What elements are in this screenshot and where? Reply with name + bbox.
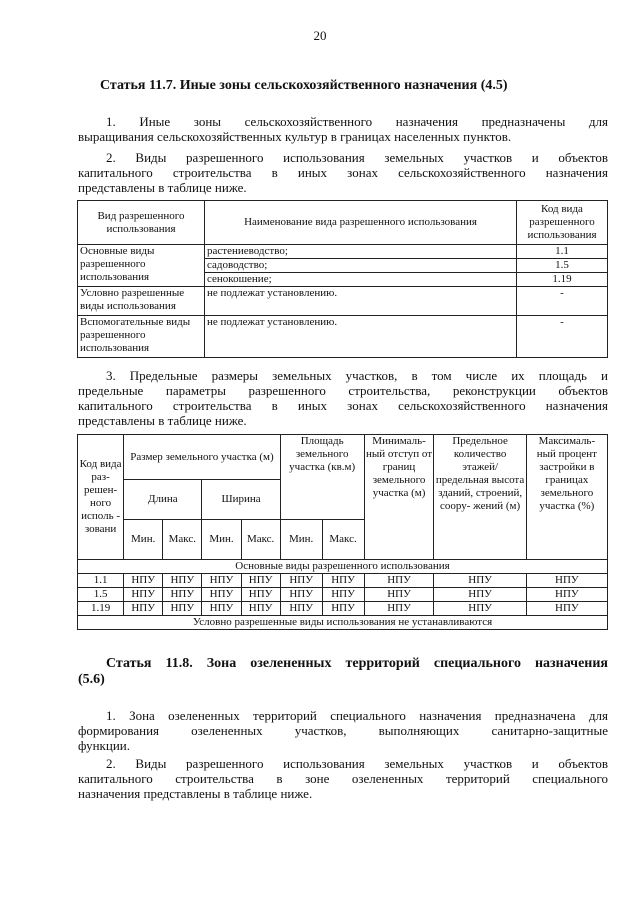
group-auxiliary: Вспомогательные виды разрешенного использования: [78, 316, 205, 358]
cell: НПУ: [434, 602, 526, 616]
section-conditional: Условно разрешенные виды использования не устанавливаются: [78, 616, 608, 630]
line: предельные параметры разрешенного строительства, реконструкции объектов: [78, 383, 608, 398]
cell: НПУ: [124, 574, 163, 588]
article-11-7-paragraph-2: [78, 150, 608, 195]
cell: НПУ: [434, 588, 526, 602]
header-code: Код вида раз- решен- ного исполь - зовани: [78, 435, 124, 560]
cell: НПУ: [280, 588, 322, 602]
cell: НПУ: [364, 574, 434, 588]
title-line: Статья 11.8. Зона озелененных территорий специального назначения: [106, 656, 608, 671]
article-11-8-paragraph-1: [78, 708, 608, 753]
cell: НПУ: [322, 588, 364, 602]
cell: НПУ: [322, 602, 364, 616]
use-name: сенокошение;: [205, 273, 517, 287]
header-length: Длина: [124, 480, 202, 520]
header-floors: Предельное количество этажей/ предельная высота зданий, строений, соору- жений (м): [434, 435, 526, 560]
use-code: 1.5: [517, 259, 608, 273]
cell: НПУ: [163, 574, 202, 588]
cell: НПУ: [202, 588, 241, 602]
line: 2. Виды разрешенного использования земельных участков и объектов: [106, 756, 608, 771]
header-width: Ширина: [202, 480, 280, 520]
land-use-table: [77, 200, 608, 358]
cell: НПУ: [364, 602, 434, 616]
line: 1. Зона озелененных территорий специального назначения предназначена для: [106, 708, 608, 723]
header-size: Размер земельного участка (м): [124, 435, 281, 480]
line: выращивания сельскохозяйственных культур в границах населенных пунктов.: [78, 129, 512, 144]
header-length-max: Макс.: [163, 520, 202, 560]
use-code: 1.1: [517, 245, 608, 259]
line: назначения представлены в таблице ниже.: [78, 786, 313, 801]
cell: НПУ: [434, 574, 526, 588]
use-code: -: [517, 287, 608, 316]
use-name: не подлежат установлению.: [205, 316, 517, 358]
cell: НПУ: [526, 602, 607, 616]
header-use-code: Код вида разрешенного использования: [517, 201, 608, 245]
cell: НПУ: [124, 588, 163, 602]
section-main: Основные виды разрешенного использования: [78, 560, 608, 574]
header-setback: Минималь- ный отступ от границ земельного участка (м): [364, 435, 434, 560]
header-width-max: Макс.: [241, 520, 280, 560]
header-use-name: Наименование вида разрешенного использования: [205, 201, 517, 245]
header-length-min: Мин.: [124, 520, 163, 560]
line: представлены в таблице ниже.: [78, 180, 247, 195]
line: представлены в таблице ниже.: [78, 413, 247, 428]
row-code: 1.1: [78, 574, 124, 588]
use-name: растениеводство;: [205, 245, 517, 259]
line: капитального строительства в иных зонах сельскохозяйственного назначения: [78, 165, 608, 180]
article-11-8-paragraph-2: [78, 756, 608, 801]
cell: НПУ: [124, 602, 163, 616]
table-row: [78, 574, 608, 588]
use-code: -: [517, 316, 608, 358]
line: 2. Виды разрешенного использования земельных участков и объектов: [106, 150, 608, 165]
cell: НПУ: [526, 588, 607, 602]
cell: НПУ: [202, 574, 241, 588]
cell: НПУ: [364, 588, 434, 602]
line: 1. Иные зоны сельскохозяйственного назначения предназначены для: [106, 114, 608, 129]
use-code: 1.19: [517, 273, 608, 287]
line: функции.: [78, 738, 130, 753]
header-area-max: Макс.: [322, 520, 364, 560]
line: формирования озелененных участков, выполняющих санитарно-защитные: [78, 723, 608, 738]
use-name: не подлежат установлению.: [205, 287, 517, 316]
cell: НПУ: [241, 602, 280, 616]
table-row: [78, 588, 608, 602]
cell: НПУ: [163, 588, 202, 602]
header-use-type: Вид разрешенного использования: [78, 201, 205, 245]
line: капитального строительства в иных зонах сельскохозяйственного назначения: [78, 398, 608, 413]
header-percent: Максималь- ный процент застройки в границах земельного участка (%): [526, 435, 607, 560]
article-11-7-title: Статья 11.7. Иные зоны сельскохозяйственного назначения (4.5): [100, 78, 508, 93]
cell: НПУ: [241, 588, 280, 602]
cell: НПУ: [280, 574, 322, 588]
group-main: Основные виды разрешенного использования: [78, 245, 205, 287]
page-number: 20: [313, 28, 327, 43]
cell: НПУ: [202, 602, 241, 616]
header-area: Площадь земельного участка (кв.м): [280, 435, 364, 520]
cell: НПУ: [241, 574, 280, 588]
table-row: [78, 602, 608, 616]
article-11-7-paragraph-1: [78, 114, 608, 144]
header-area-min: Мин.: [280, 520, 322, 560]
cell: НПУ: [322, 574, 364, 588]
cell: НПУ: [280, 602, 322, 616]
group-conditional: Условно разрешенные виды использования: [78, 287, 205, 316]
article-11-7-paragraph-3: [78, 368, 608, 428]
line: 3. Предельные размеры земельных участков, в том числе их площадь и: [106, 368, 608, 383]
article-11-8-title: [78, 656, 608, 688]
cell: НПУ: [526, 574, 607, 588]
row-code: 1.5: [78, 588, 124, 602]
line: капитального строительства в зоне озелененных территорий специального: [78, 771, 608, 786]
title-line: (5.6): [78, 672, 105, 687]
use-name: садоводство;: [205, 259, 517, 273]
parameters-table: [77, 434, 608, 630]
row-code: 1.19: [78, 602, 124, 616]
header-width-min: Мин.: [202, 520, 241, 560]
cell: НПУ: [163, 602, 202, 616]
